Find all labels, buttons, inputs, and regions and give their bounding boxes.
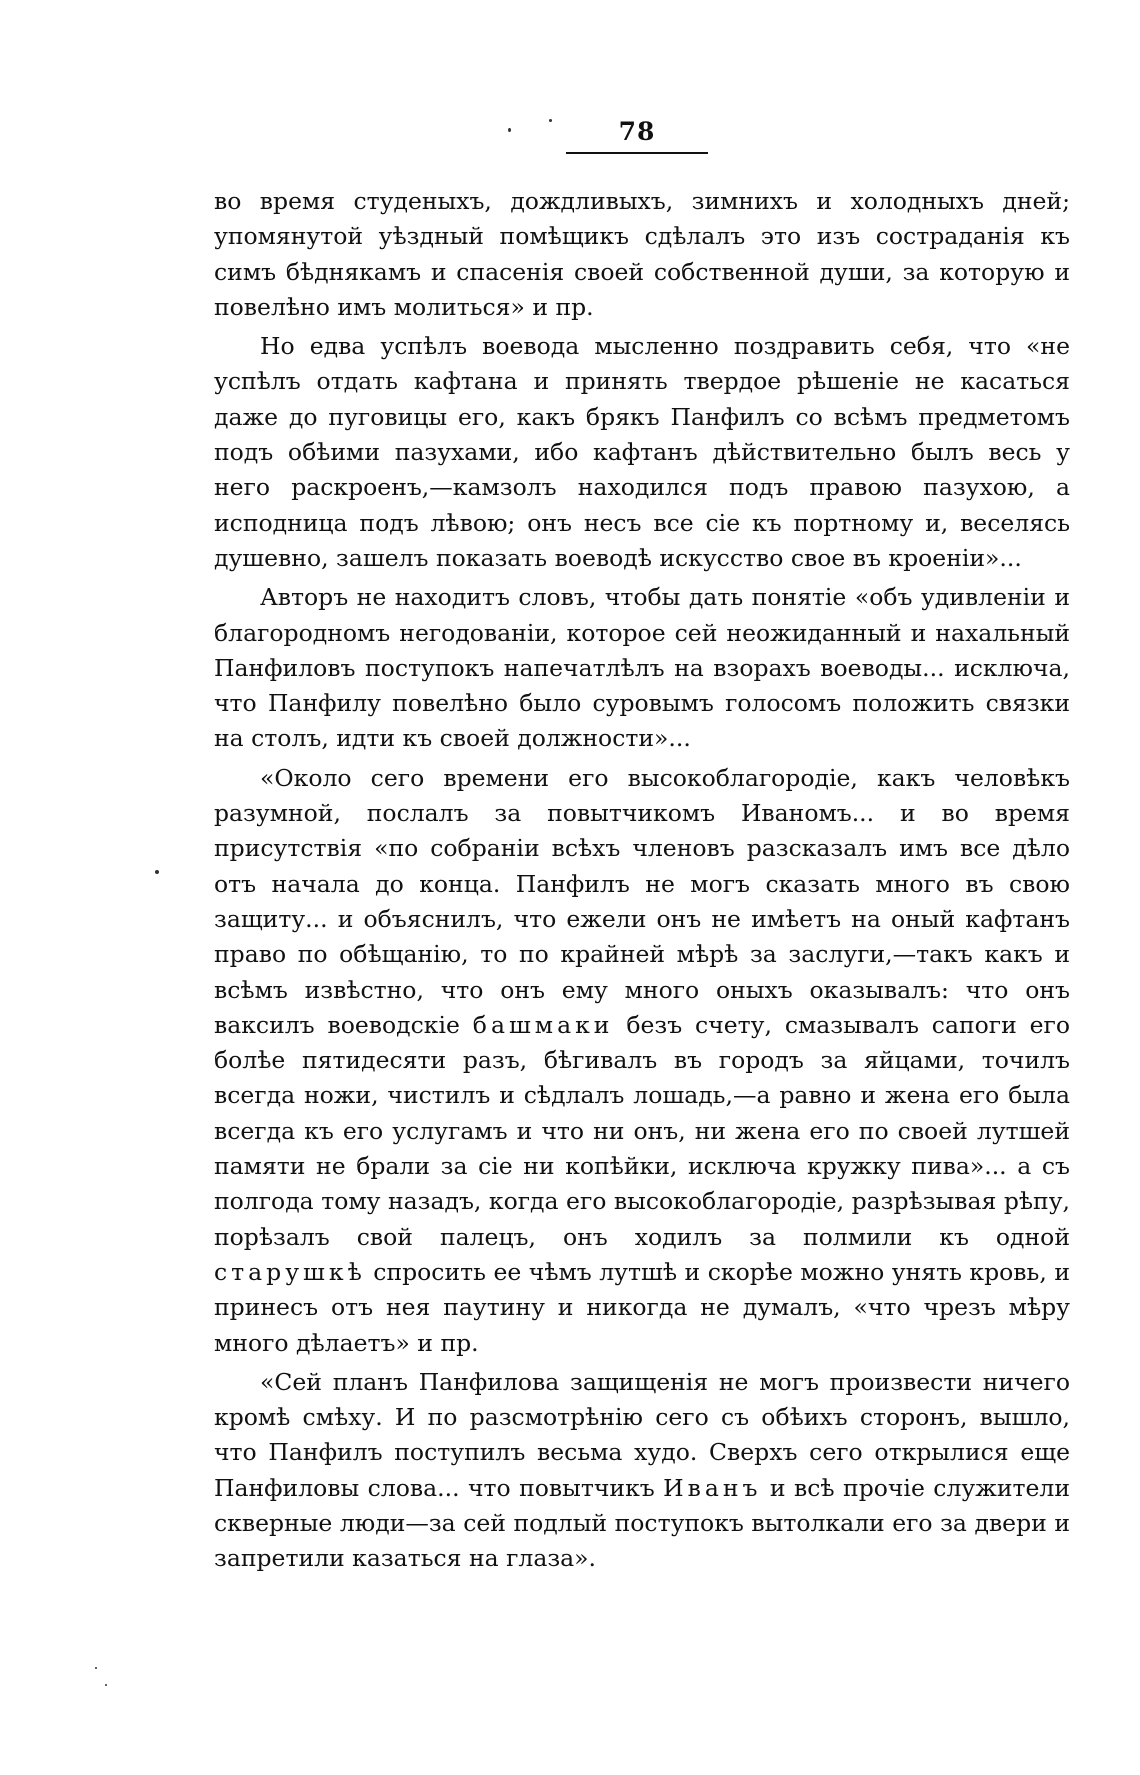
spaced-word-starushke: старушкѣ bbox=[214, 1257, 366, 1286]
paragraph-3: Авторъ не находитъ словъ, чтобы дать понятіе «объ удивленіи и благородномъ негодованіи, которое сей неожиданный и нахальный Панфиловъ поступокъ напечатлѣлъ на взорахъ воеводы... исключа, что Панфилу повелѣно было суровымъ голосомъ положить связки на столъ, идти къ своей должности»... bbox=[214, 583, 1070, 753]
page-number-rule bbox=[566, 152, 708, 154]
print-speck bbox=[105, 1684, 107, 1686]
paragraph-4-text-a: «Около сего времени его высокоблагородіе, какъ человѣкъ разумной, послалъ за повытчикомъ Иваномъ... и во время присутствія «по собраніи всѣхъ членовъ разсказалъ имъ все дѣло отъ начала до конца. Панфилъ не могъ сказать много въ свою защиту... и объяснилъ, что ежели онъ не имѣетъ на оный кафтанъ право по обѣщанію, то по крайней мѣрѣ за заслуги,—такъ какъ и всѣмъ извѣстно, что онъ ему много оныхъ оказывалъ: что онъ ваксилъ воеводскіе bbox=[214, 763, 1070, 1039]
print-speck bbox=[95, 1667, 97, 1669]
paragraph-5-text-b: и всѣ прочіе служители скверные люди—за сей подлый поступокъ вытолкали его за двери и запретили казаться на глаза». bbox=[214, 1473, 1070, 1573]
paragraph-4 bbox=[214, 761, 1070, 1361]
body-text bbox=[214, 184, 1070, 1577]
spaced-word-bashmaki: башмаки bbox=[472, 1010, 614, 1039]
page-number: 78 bbox=[618, 117, 656, 146]
spaced-word-ivan: Иванъ bbox=[663, 1473, 762, 1502]
paragraph-4-text-b: безъ счету, смазывалъ сапоги его болѣе пятидесяти разъ, бѣгивалъ въ городъ за яйцами, точилъ всегда ножи, чистилъ и сѣдлалъ лошадь,—а равно и жена его была всегда къ его услугамъ и что ни онъ, ни жена его по своей лутшей памяти не брали за сіе ни копѣйки, исключа кружку пива»... а съ полгода тому назадъ, когда его высокоблагородіе, разрѣзывая рѣпу, порѣзалъ свой палецъ, онъ ходилъ за полмили къ одной bbox=[214, 1010, 1070, 1251]
paragraph-2: Но едва успѣлъ воевода мысленно поздравить себя, что «не успѣлъ отдать кафтана и принять твердое рѣшеніе не касаться даже до пуговицы его, какъ брякъ Панфилъ со всѣмъ предметомъ подъ обѣими пазухами, ибо кафтанъ дѣйствительно былъ весь у него раскроенъ,—камзолъ находился подъ правою пазухою, а исподница подъ лѣвою; онъ несъ все сіе къ портному и, веселясь душевно, зашелъ показать воеводѣ искусство свое въ кроеніи»... bbox=[214, 332, 1070, 572]
print-speck bbox=[549, 119, 552, 122]
paragraph-4-text-c: спросить ее чѣмъ лутшѣ и скорѣе можно унять кровь, и принесъ отъ нея паутину и никогда не думалъ, «что чрезъ мѣру много дѣлаетъ» и пр. bbox=[214, 1257, 1070, 1357]
print-speck bbox=[155, 870, 159, 874]
paragraph-5-text-a: «Сей планъ Панфилова защищенія не могъ произвести ничего кромѣ смѣху. И по разсмотрѣнію сего съ обѣихъ сторонъ, вышло, что Панфилъ поступилъ весьма худо. Сверхъ сего открылися еще Панфиловы слова... что повытчикъ bbox=[214, 1367, 1070, 1502]
paragraph-1: во время студеныхъ, дождливыхъ, зимнихъ и холодныхъ дней; упомянутой уѣздный помѣщикъ сдѣлалъ это изъ состраданія къ симъ бѣднякамъ и спасенія своей собственной души, за которую и повелѣно имъ молиться» и пр. bbox=[214, 187, 1070, 321]
paragraph-5 bbox=[214, 1365, 1070, 1577]
print-speck bbox=[508, 128, 511, 132]
